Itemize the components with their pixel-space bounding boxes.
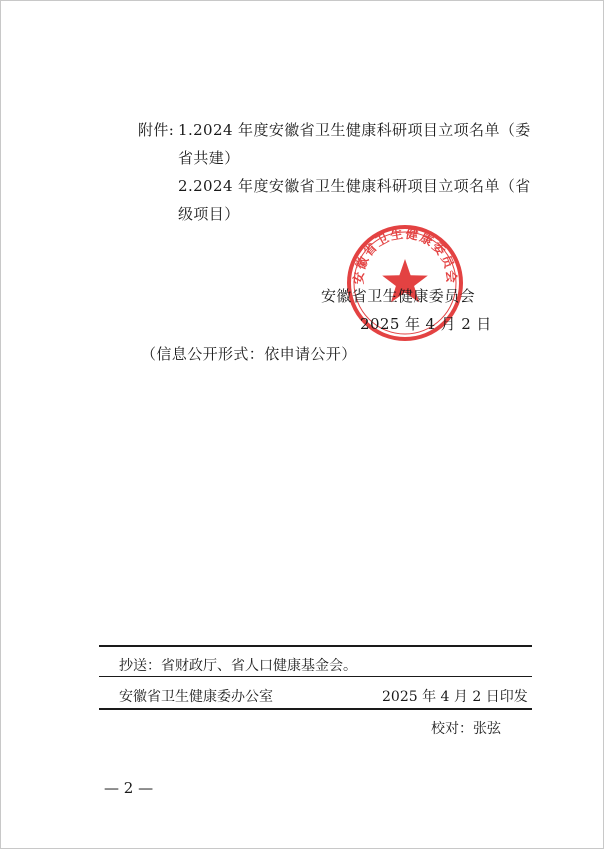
attachment-item-1-line-2: 省共建） — [178, 149, 240, 167]
footer-bottom-rule — [99, 708, 532, 710]
footer-top-rule — [99, 645, 532, 647]
disclosure-note: （信息公开形式：依申请公开） — [141, 345, 357, 363]
issuer-office: 安徽省卫生健康委办公室 — [119, 689, 273, 705]
seal-text: 安徽省卫生健康委员会 — [350, 225, 460, 285]
signing-date: 2025 年 4 月 2 日 — [360, 315, 492, 333]
page-number: — 2 — — [104, 779, 154, 797]
footer-middle-rule — [99, 676, 532, 677]
signing-organization: 安徽省卫生健康委员会 — [321, 287, 476, 305]
proofreader: 校对：张弦 — [431, 721, 501, 737]
cc-line: 抄送：省财政厅、省人口健康基金会。 — [119, 658, 357, 674]
print-date: 2025 年 4 月 2 日印发 — [382, 689, 528, 705]
attachment-item-2-line-2: 级项目） — [178, 205, 240, 223]
attachment-item-1-line-1: 1.2024 年度安徽省卫生健康科研项目立项名单（委 — [178, 121, 531, 139]
attachment-prefix: 附件: — [138, 121, 175, 139]
attachment-item-2-line-1: 2.2024 年度安徽省卫生健康科研项目立项名单（省 — [178, 177, 531, 195]
